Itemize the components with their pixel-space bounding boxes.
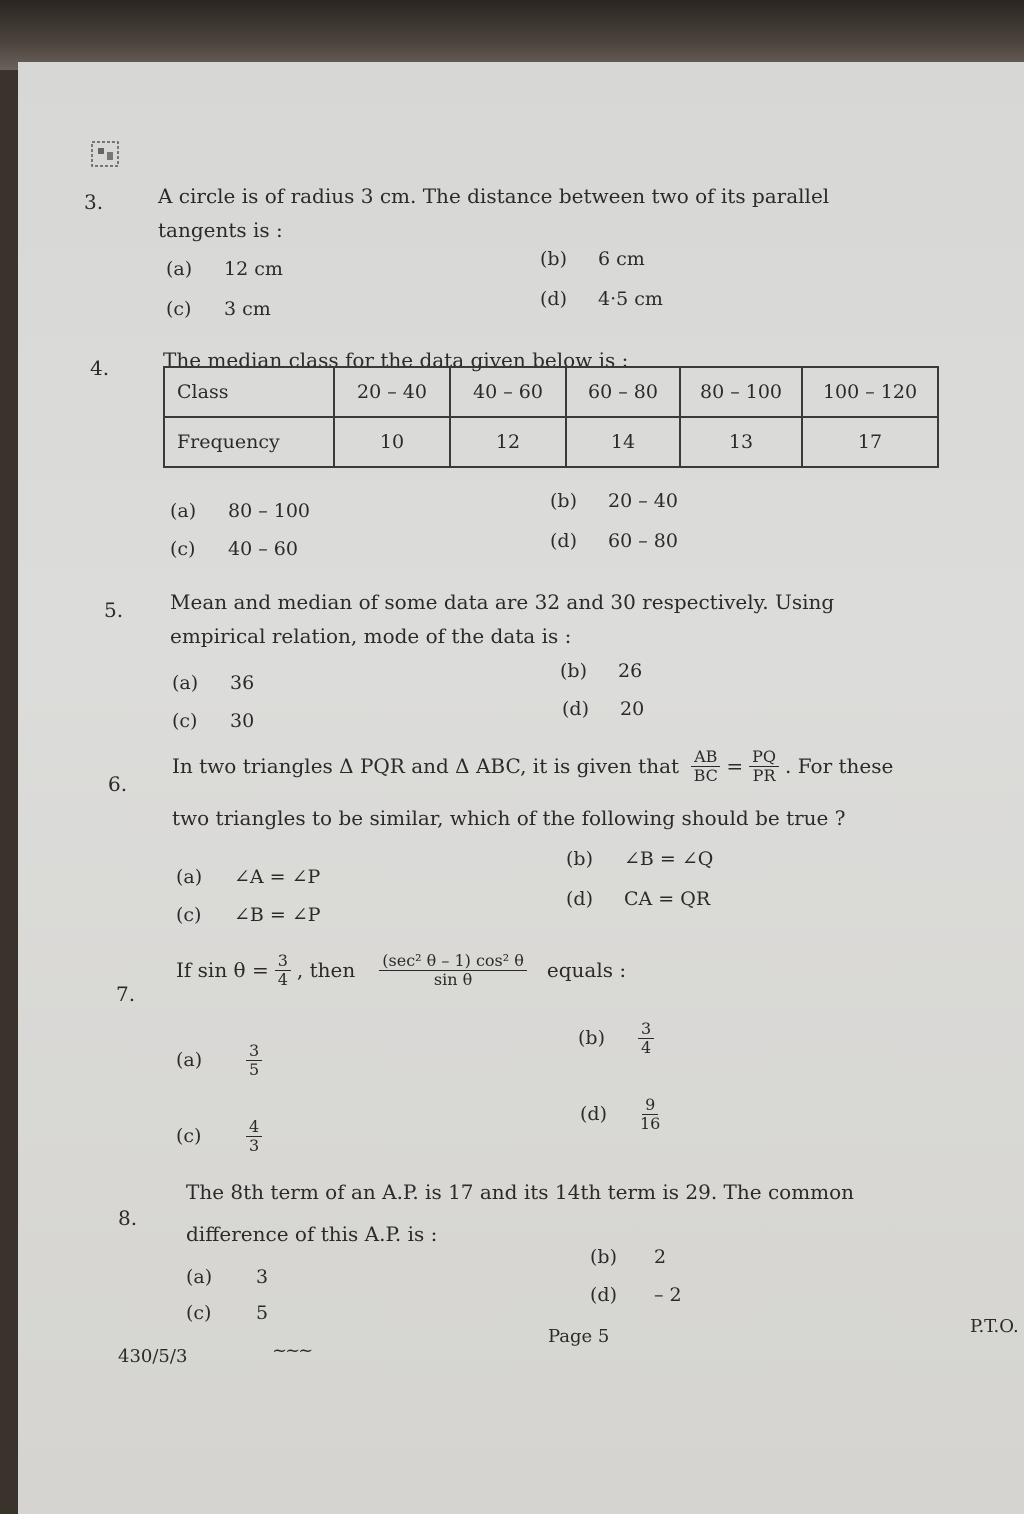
q6-text-pre: In two triangles Δ PQR and Δ ABC, it is given that bbox=[172, 754, 680, 779]
option-fraction bbox=[246, 1042, 262, 1078]
squiggle-mark: ~~~ bbox=[272, 1340, 312, 1361]
q5-text-line2: empirical relation, mode of the data is : bbox=[170, 624, 572, 648]
q6-option-d[interactable] bbox=[566, 888, 710, 910]
table-cell: 100 – 120 bbox=[802, 367, 938, 417]
table-cell: 80 – 100 bbox=[680, 367, 802, 417]
table-cell: 12 bbox=[450, 417, 566, 467]
fraction-denominator: 4 bbox=[277, 969, 288, 989]
option-value: 30 bbox=[230, 710, 255, 732]
option-label: (a) bbox=[176, 1049, 203, 1072]
table-cell: 10 bbox=[334, 417, 450, 467]
option-label: (a) bbox=[170, 500, 197, 522]
q7-option-c[interactable] bbox=[176, 1118, 262, 1154]
q3-option-b[interactable] bbox=[540, 248, 645, 270]
table-cell: Class bbox=[164, 367, 334, 417]
option-fraction bbox=[638, 1020, 654, 1056]
fraction-numerator: 9 bbox=[642, 1096, 658, 1115]
option-value: 3 bbox=[256, 1266, 269, 1288]
option-value: – 2 bbox=[654, 1284, 682, 1306]
q7-text-mid: , then bbox=[296, 958, 356, 983]
option-value: 40 – 60 bbox=[228, 538, 298, 560]
table-row bbox=[164, 417, 938, 467]
fraction-numerator: 3 bbox=[246, 1042, 262, 1061]
q5-option-c[interactable] bbox=[172, 710, 254, 732]
option-label: (d) bbox=[590, 1284, 617, 1306]
equals-sign: = bbox=[726, 754, 744, 779]
option-value: ∠B = ∠Q bbox=[624, 848, 714, 870]
option-label: (c) bbox=[176, 1125, 202, 1148]
q7-text bbox=[176, 952, 626, 988]
q6-text-post: . For these bbox=[785, 754, 894, 779]
option-value: 12 cm bbox=[224, 258, 283, 280]
option-value: 20 – 40 bbox=[608, 490, 678, 512]
option-value: 80 – 100 bbox=[228, 500, 311, 522]
option-label: (d) bbox=[550, 530, 577, 552]
q6-text-line2: two triangles to be similar, which of the following should be true ? bbox=[172, 806, 846, 830]
fraction-numerator: 3 bbox=[638, 1020, 654, 1039]
option-label: (d) bbox=[562, 698, 589, 720]
table-row bbox=[164, 367, 938, 417]
option-value: CA = QR bbox=[624, 888, 711, 910]
q3-number: 3. bbox=[84, 190, 104, 214]
option-label: (b) bbox=[560, 660, 587, 682]
qr-mark-icon bbox=[90, 140, 120, 168]
fraction-denominator: 5 bbox=[249, 1059, 260, 1079]
q4-option-b[interactable] bbox=[550, 490, 678, 512]
q7-option-b[interactable] bbox=[578, 1020, 654, 1056]
option-fraction bbox=[246, 1118, 262, 1154]
paper-code: 430/5/3 bbox=[118, 1346, 188, 1367]
q4-text: The median class for the data given below is : bbox=[163, 348, 629, 372]
q3-text-line1: A circle is of radius 3 cm. The distance between two of its parallel bbox=[158, 184, 830, 208]
option-value: 60 – 80 bbox=[608, 530, 678, 552]
option-label: (b) bbox=[590, 1246, 617, 1268]
table-cell: 17 bbox=[802, 417, 938, 467]
option-value: 26 bbox=[618, 660, 643, 682]
option-label: (a) bbox=[172, 672, 199, 694]
q3-option-c[interactable] bbox=[166, 298, 271, 320]
q7-expression bbox=[379, 952, 527, 988]
option-label: (b) bbox=[540, 248, 567, 270]
fraction-denominator: 3 bbox=[249, 1135, 260, 1155]
fraction-numerator: 4 bbox=[246, 1118, 262, 1137]
q8-number: 8. bbox=[118, 1206, 138, 1230]
q8-option-b[interactable] bbox=[590, 1246, 666, 1268]
option-value: 6 cm bbox=[598, 248, 645, 270]
q5-option-a[interactable] bbox=[172, 672, 254, 694]
q5-number: 5. bbox=[104, 598, 124, 622]
fraction-denominator: BC bbox=[693, 765, 718, 785]
q7-fraction-3-4 bbox=[275, 952, 291, 988]
q5-text-line1: Mean and median of some data are 32 and 30 respectively. Using bbox=[170, 590, 835, 614]
background-top bbox=[0, 0, 1024, 70]
fraction-numerator: (sec² θ – 1) cos² θ bbox=[379, 952, 527, 971]
option-value: 3 cm bbox=[224, 298, 271, 320]
option-label: (b) bbox=[550, 490, 577, 512]
q6-option-b[interactable] bbox=[566, 848, 713, 870]
option-label: (d) bbox=[580, 1103, 607, 1126]
q8-option-a[interactable] bbox=[186, 1266, 268, 1288]
q4-option-a[interactable] bbox=[170, 500, 310, 522]
fraction-numerator: AB bbox=[691, 748, 720, 767]
q3-text-line2: tangents is : bbox=[158, 218, 283, 242]
q8-option-c[interactable] bbox=[186, 1302, 268, 1324]
table-cell: 13 bbox=[680, 417, 802, 467]
option-label: (c) bbox=[166, 298, 192, 320]
option-label: (a) bbox=[186, 1266, 213, 1288]
option-value: 36 bbox=[230, 672, 255, 694]
table-cell: Frequency bbox=[164, 417, 334, 467]
q7-text-post: equals : bbox=[546, 958, 627, 983]
option-value: 5 bbox=[256, 1302, 269, 1324]
option-value: ∠B = ∠P bbox=[234, 904, 321, 926]
q6-option-c[interactable] bbox=[176, 904, 321, 926]
q4-number: 4. bbox=[90, 356, 110, 380]
q5-option-b[interactable] bbox=[560, 660, 642, 682]
option-label: (c) bbox=[170, 538, 196, 560]
option-label: (c) bbox=[172, 710, 198, 732]
q7-option-d[interactable] bbox=[580, 1096, 660, 1132]
q5-option-d[interactable] bbox=[562, 698, 644, 720]
table-cell: 40 – 60 bbox=[450, 367, 566, 417]
option-label: (a) bbox=[166, 258, 193, 280]
q3-option-d[interactable] bbox=[540, 288, 663, 310]
q4-option-c[interactable] bbox=[170, 538, 298, 560]
q6-fraction-ab-bc bbox=[691, 748, 720, 784]
table-cell: 14 bbox=[566, 417, 680, 467]
fraction-denominator: 16 bbox=[640, 1113, 661, 1133]
option-label: (b) bbox=[578, 1027, 605, 1050]
q7-number: 7. bbox=[116, 982, 136, 1006]
q6-option-a[interactable] bbox=[176, 866, 320, 888]
option-fraction bbox=[640, 1096, 660, 1132]
option-value: ∠A = ∠P bbox=[234, 866, 321, 888]
fraction-denominator: 4 bbox=[641, 1037, 652, 1057]
option-value: 4·5 cm bbox=[598, 288, 663, 310]
page-number: Page 5 bbox=[548, 1326, 610, 1347]
q4-option-d[interactable] bbox=[550, 530, 678, 552]
option-label: (d) bbox=[566, 888, 593, 910]
q8-text-line2: difference of this A.P. is : bbox=[186, 1222, 438, 1246]
option-value: 2 bbox=[654, 1246, 667, 1268]
option-label: (c) bbox=[176, 904, 202, 926]
table-cell: 60 – 80 bbox=[566, 367, 680, 417]
fraction-numerator: 3 bbox=[275, 952, 291, 971]
option-label: (a) bbox=[176, 866, 203, 888]
option-value: 20 bbox=[620, 698, 645, 720]
q7-option-a[interactable] bbox=[176, 1042, 262, 1078]
median-class-table bbox=[163, 366, 939, 468]
pto-label: P.T.O. bbox=[970, 1316, 1019, 1337]
q6-fraction-pq-pr bbox=[749, 748, 779, 784]
q6-text-line1 bbox=[172, 748, 893, 784]
option-label: (d) bbox=[540, 288, 567, 310]
option-label: (b) bbox=[566, 848, 593, 870]
q7-text-pre: If sin θ = bbox=[176, 958, 269, 983]
fraction-denominator: PR bbox=[752, 765, 776, 785]
q8-text-line1: The 8th term of an A.P. is 17 and its 14th term is 29. The common bbox=[186, 1180, 855, 1204]
option-label: (c) bbox=[186, 1302, 212, 1324]
q3-option-a[interactable] bbox=[166, 258, 283, 280]
fraction-numerator: PQ bbox=[749, 748, 779, 767]
table-cell: 20 – 40 bbox=[334, 367, 450, 417]
q6-number: 6. bbox=[108, 772, 128, 796]
fraction-denominator: sin θ bbox=[433, 969, 473, 989]
q8-option-d[interactable] bbox=[590, 1284, 682, 1306]
